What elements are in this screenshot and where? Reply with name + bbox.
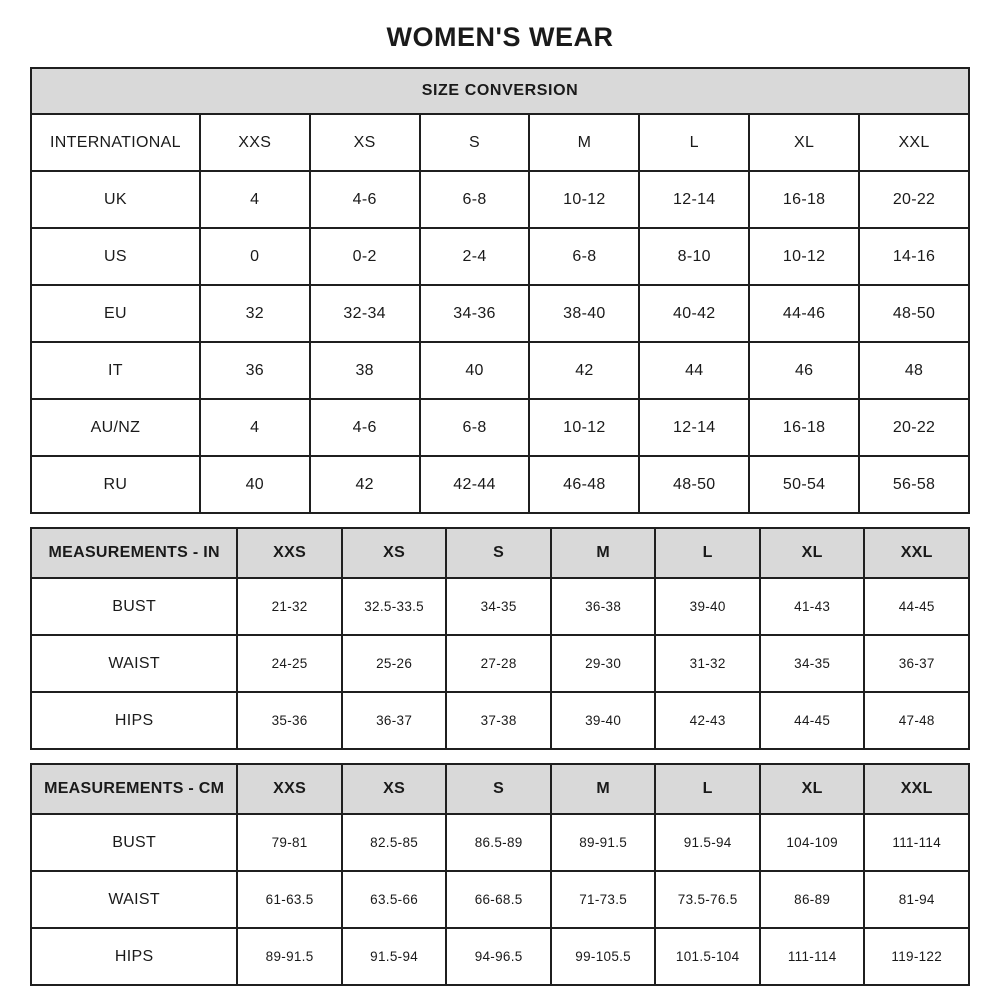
value-cell: 36-37: [342, 692, 447, 749]
value-cell: 56-58: [859, 456, 969, 513]
value-cell: 20-22: [859, 171, 969, 228]
column-header: S: [446, 528, 551, 578]
value-cell: 66-68.5: [446, 871, 551, 928]
value-cell: 21-32: [237, 578, 342, 635]
value-cell: 111-114: [760, 928, 865, 985]
value-cell: 4: [200, 171, 310, 228]
column-header: L: [655, 764, 760, 814]
value-cell: 37-38: [446, 692, 551, 749]
value-cell: 63.5-66: [342, 871, 447, 928]
column-header: XXS: [237, 764, 342, 814]
table-row: [31, 692, 969, 749]
value-cell: 101.5-104: [655, 928, 760, 985]
value-cell: 40: [200, 456, 310, 513]
value-cell: 32-34: [310, 285, 420, 342]
value-cell: 16-18: [749, 399, 859, 456]
value-cell: 10-12: [529, 171, 639, 228]
measurements-cm-table: [30, 763, 970, 986]
value-cell: 4-6: [310, 399, 420, 456]
row-label: BUST: [31, 578, 237, 635]
value-cell: 47-48: [864, 692, 969, 749]
value-cell: 24-25: [237, 635, 342, 692]
column-header: XL: [749, 114, 859, 171]
value-cell: 39-40: [551, 692, 656, 749]
value-cell: 29-30: [551, 635, 656, 692]
value-cell: 42-44: [420, 456, 530, 513]
table-row: [31, 171, 969, 228]
size-conversion-table: [30, 67, 970, 514]
value-cell: 4: [200, 399, 310, 456]
table-row: [31, 928, 969, 985]
column-header: S: [446, 764, 551, 814]
column-header: XS: [342, 764, 447, 814]
value-cell: 42: [529, 342, 639, 399]
column-header: L: [655, 528, 760, 578]
measurements-in-table: [30, 527, 970, 750]
value-cell: 91.5-94: [342, 928, 447, 985]
value-cell: 71-73.5: [551, 871, 656, 928]
row-label: WAIST: [31, 635, 237, 692]
row-label: EU: [31, 285, 200, 342]
row-label: BUST: [31, 814, 237, 871]
value-cell: 44: [639, 342, 749, 399]
value-cell: 36-37: [864, 635, 969, 692]
size-conversion-body: [31, 68, 969, 513]
value-cell: 16-18: [749, 171, 859, 228]
value-cell: 12-14: [639, 399, 749, 456]
measurements-cm-body: [31, 764, 969, 985]
header-row: [31, 528, 969, 578]
value-cell: 41-43: [760, 578, 865, 635]
value-cell: 35-36: [237, 692, 342, 749]
value-cell: 38-40: [529, 285, 639, 342]
table-banner-row: [31, 68, 969, 114]
table-row: [31, 814, 969, 871]
row-label: WAIST: [31, 871, 237, 928]
table-row: [31, 285, 969, 342]
value-cell: 89-91.5: [551, 814, 656, 871]
value-cell: 46: [749, 342, 859, 399]
column-header: XXL: [859, 114, 969, 171]
table-row: [31, 228, 969, 285]
row-label: RU: [31, 456, 200, 513]
value-cell: 40: [420, 342, 530, 399]
table-row: [31, 399, 969, 456]
table-row: [31, 456, 969, 513]
value-cell: 32: [200, 285, 310, 342]
column-header: M: [529, 114, 639, 171]
value-cell: 0-2: [310, 228, 420, 285]
value-cell: 32.5-33.5: [342, 578, 447, 635]
header-row: [31, 114, 969, 171]
column-header: XS: [342, 528, 447, 578]
value-cell: 0: [200, 228, 310, 285]
value-cell: 91.5-94: [655, 814, 760, 871]
value-cell: 89-91.5: [237, 928, 342, 985]
row-label: IT: [31, 342, 200, 399]
table-row: [31, 578, 969, 635]
value-cell: 27-28: [446, 635, 551, 692]
row-label: UK: [31, 171, 200, 228]
value-cell: 42-43: [655, 692, 760, 749]
table-row: [31, 871, 969, 928]
column-header: XXS: [200, 114, 310, 171]
value-cell: 48-50: [859, 285, 969, 342]
value-cell: 44-45: [864, 578, 969, 635]
value-cell: 119-122: [864, 928, 969, 985]
value-cell: 104-109: [760, 814, 865, 871]
value-cell: 25-26: [342, 635, 447, 692]
column-header: XXL: [864, 764, 969, 814]
value-cell: 111-114: [864, 814, 969, 871]
value-cell: 36-38: [551, 578, 656, 635]
value-cell: 79-81: [237, 814, 342, 871]
value-cell: 44-46: [749, 285, 859, 342]
column-header: INTERNATIONAL: [31, 114, 200, 171]
column-header: XXL: [864, 528, 969, 578]
value-cell: 38: [310, 342, 420, 399]
value-cell: 10-12: [749, 228, 859, 285]
value-cell: 2-4: [420, 228, 530, 285]
value-cell: 82.5-85: [342, 814, 447, 871]
value-cell: 86.5-89: [446, 814, 551, 871]
value-cell: 8-10: [639, 228, 749, 285]
column-header: XXS: [237, 528, 342, 578]
column-header: XL: [760, 528, 865, 578]
column-header: M: [551, 764, 656, 814]
value-cell: 6-8: [529, 228, 639, 285]
row-label: HIPS: [31, 928, 237, 985]
value-cell: 46-48: [529, 456, 639, 513]
value-cell: 86-89: [760, 871, 865, 928]
measurements-in-body: [31, 528, 969, 749]
value-cell: 48: [859, 342, 969, 399]
value-cell: 20-22: [859, 399, 969, 456]
value-cell: 36: [200, 342, 310, 399]
value-cell: 81-94: [864, 871, 969, 928]
value-cell: 44-45: [760, 692, 865, 749]
value-cell: 61-63.5: [237, 871, 342, 928]
value-cell: 14-16: [859, 228, 969, 285]
value-cell: 99-105.5: [551, 928, 656, 985]
column-header: MEASUREMENTS - CM: [31, 764, 237, 814]
table-row: [31, 342, 969, 399]
header-row: [31, 764, 969, 814]
row-label: HIPS: [31, 692, 237, 749]
value-cell: 12-14: [639, 171, 749, 228]
value-cell: 34-35: [446, 578, 551, 635]
value-cell: 73.5-76.5: [655, 871, 760, 928]
row-label: US: [31, 228, 200, 285]
table-row: [31, 635, 969, 692]
value-cell: 6-8: [420, 171, 530, 228]
value-cell: 40-42: [639, 285, 749, 342]
row-label: AU/NZ: [31, 399, 200, 456]
value-cell: 6-8: [420, 399, 530, 456]
value-cell: 34-36: [420, 285, 530, 342]
value-cell: 31-32: [655, 635, 760, 692]
column-header: S: [420, 114, 530, 171]
column-header: XS: [310, 114, 420, 171]
column-header: XL: [760, 764, 865, 814]
value-cell: 34-35: [760, 635, 865, 692]
value-cell: 4-6: [310, 171, 420, 228]
value-cell: 94-96.5: [446, 928, 551, 985]
value-cell: 48-50: [639, 456, 749, 513]
value-cell: 39-40: [655, 578, 760, 635]
column-header: L: [639, 114, 749, 171]
value-cell: 42: [310, 456, 420, 513]
page-title: WOMEN'S WEAR: [386, 22, 614, 52]
column-header: M: [551, 528, 656, 578]
table-banner: SIZE CONVERSION: [31, 68, 969, 114]
value-cell: 10-12: [529, 399, 639, 456]
value-cell: 50-54: [749, 456, 859, 513]
column-header: MEASUREMENTS - IN: [31, 528, 237, 578]
